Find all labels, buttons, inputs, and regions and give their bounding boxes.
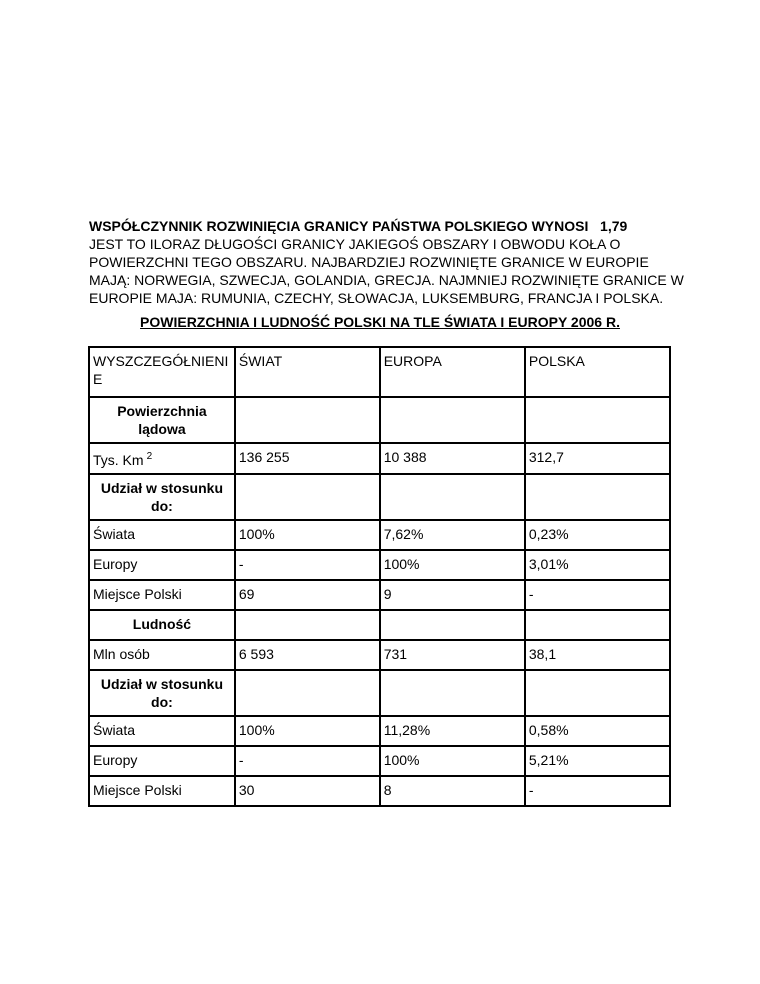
section-row-population bbox=[89, 610, 670, 640]
table-cell: 69 bbox=[235, 580, 380, 610]
table-cell: 100% bbox=[380, 550, 525, 580]
section-label: Udział w stosunku do: bbox=[89, 670, 235, 716]
row-label: Świata bbox=[89, 716, 235, 746]
table-cell: 11,28% bbox=[380, 716, 525, 746]
section-row-area bbox=[89, 397, 670, 443]
table-cell: 100% bbox=[235, 520, 380, 550]
intro-body: JEST TO ILORAZ DŁUGOŚCI GRANICY JAKIEGOŚ OBSZARY I OBWODU KOŁA O POWIERZCHNI TEGO OBSZARU. NAJBARDZIEJ ROZWINIĘTE GRANICE W EUROPIE MAJĄ: NORWEGIA, SZWECJA, GOLANDIA, GRECJA. NAJMNIEJ ROZWINIĘTE GRANICE W EUROPIE MAJA: RUMUNIA, CZECHY, SŁOWACJA, LUKSEMBURG, FRANCJA I POLSKA. bbox=[89, 236, 684, 306]
row-label: Miejsce Polski bbox=[89, 776, 235, 806]
unit-label: Tys. Km bbox=[93, 452, 144, 468]
intro-lead-value: 1,79 bbox=[600, 218, 628, 234]
header-cell: EUROPA bbox=[380, 347, 525, 397]
table-cell: 7,62% bbox=[380, 520, 525, 550]
section-label: Ludność bbox=[89, 610, 235, 640]
row-label: Miejsce Polski bbox=[89, 580, 235, 610]
table-cell: 0,58% bbox=[525, 716, 670, 746]
table-cell: - bbox=[525, 580, 670, 610]
row-label: Mln osób bbox=[89, 640, 235, 670]
table-cell: - bbox=[525, 776, 670, 806]
table-cell: 6 593 bbox=[235, 640, 380, 670]
intro-text bbox=[89, 217, 689, 307]
table-cell: 0,23% bbox=[525, 520, 670, 550]
table-header-row bbox=[89, 347, 670, 397]
table-row bbox=[89, 520, 670, 550]
section-row-share-area bbox=[89, 474, 670, 520]
data-table bbox=[88, 346, 671, 807]
table-cell: - bbox=[235, 550, 380, 580]
table-cell: 9 bbox=[380, 580, 525, 610]
header-cell: POLSKA bbox=[525, 347, 670, 397]
table-row bbox=[89, 640, 670, 670]
table-cell: - bbox=[235, 746, 380, 776]
table-cell: 100% bbox=[380, 746, 525, 776]
table-cell: 312,7 bbox=[525, 443, 670, 474]
header-cell: ŚWIAT bbox=[235, 347, 380, 397]
table-cell: 30 bbox=[235, 776, 380, 806]
intro-lead bbox=[89, 217, 689, 235]
table-row bbox=[89, 746, 670, 776]
unit-superscript: 2 bbox=[146, 451, 153, 462]
section-row-share-population bbox=[89, 670, 670, 716]
table-cell: 10 388 bbox=[380, 443, 525, 474]
table-cell: 731 bbox=[380, 640, 525, 670]
row-label: Świata bbox=[89, 520, 235, 550]
table-cell: 136 255 bbox=[235, 443, 380, 474]
table-cell: 100% bbox=[235, 716, 380, 746]
row-label bbox=[89, 443, 235, 474]
table-row bbox=[89, 550, 670, 580]
row-label: Europy bbox=[89, 550, 235, 580]
intro-lead-text: WSPÓŁCZYNNIK ROZWINIĘCIA GRANICY PAŃSTWA POLSKIEGO WYNOSI bbox=[89, 218, 589, 234]
table-cell: 38,1 bbox=[525, 640, 670, 670]
table-cell: 3,01% bbox=[525, 550, 670, 580]
section-label: Udział w stosunku do: bbox=[89, 474, 235, 520]
table-row bbox=[89, 776, 670, 806]
row-label: Europy bbox=[89, 746, 235, 776]
header-cell: WYSZCZEGÓŁNIENIE bbox=[89, 347, 235, 397]
table-row bbox=[89, 580, 670, 610]
table-title: POWIERZCHNIA I LUDNOŚĆ POLSKI NA TLE ŚWIATA I EUROPY 2006 R. bbox=[140, 314, 620, 330]
table-cell: 5,21% bbox=[525, 746, 670, 776]
section-label: Powierzchnia lądowa bbox=[89, 397, 235, 443]
table-cell: 8 bbox=[380, 776, 525, 806]
table-row bbox=[89, 716, 670, 746]
table-row bbox=[89, 443, 670, 474]
